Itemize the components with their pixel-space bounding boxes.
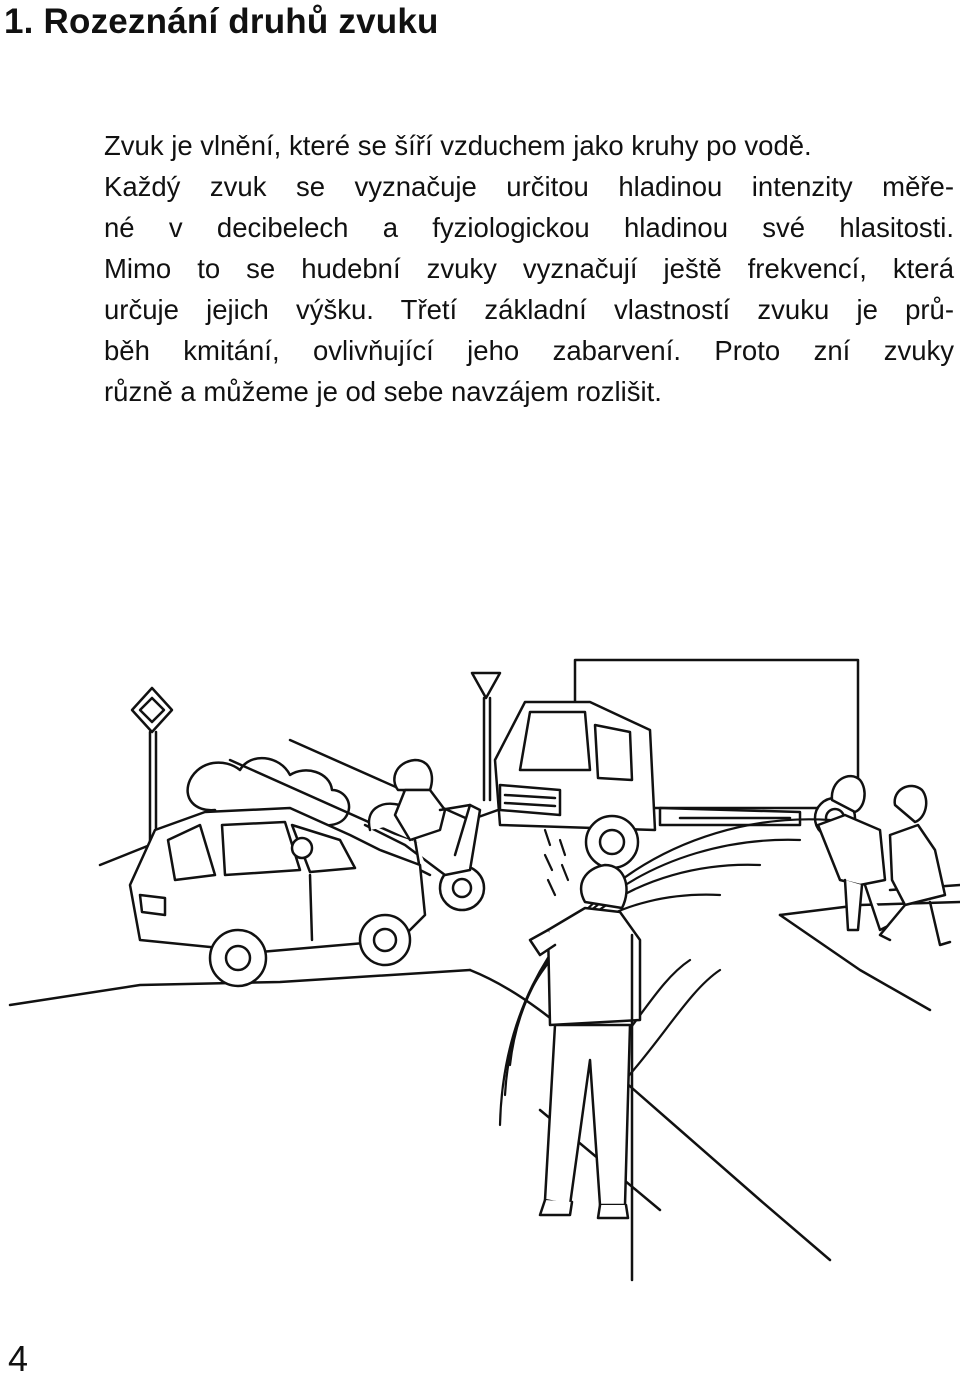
paragraph-line: různě a můžeme je od sebe navzájem rozlišit. — [104, 376, 662, 407]
car — [130, 808, 425, 986]
delivery-truck — [495, 660, 858, 868]
paragraph-line: Zvuk je vlnění, které se šíří vzduchem jako kruhy po vodě. — [104, 130, 812, 161]
page-number: 4 — [8, 1338, 29, 1379]
street-crossing-illustration — [0, 640, 960, 1320]
paragraph-line: Mimo to se hudební zvuky vyznačují ještě frekvencí, která — [104, 253, 954, 284]
blind-pedestrian — [530, 865, 640, 1280]
chapter-title: 1. Rozeznání druhů zvuku — [4, 2, 439, 41]
body-paragraph — [104, 125, 954, 412]
paragraph-line: Každý zvuk se vyznačuje určitou hladinou intenzity měře- — [104, 171, 954, 202]
paragraph-line: určuje jejich výšku. Třetí základní vlastností zvuku je prů- — [104, 294, 954, 325]
paragraph-line: běh kmitání, ovlivňující jeho zabarvení. Proto zní zvuky — [104, 335, 954, 366]
paragraph-line: né v decibelech a fyziologickou hladinou své hlasitosti. — [104, 212, 954, 243]
walking-women — [818, 776, 950, 945]
